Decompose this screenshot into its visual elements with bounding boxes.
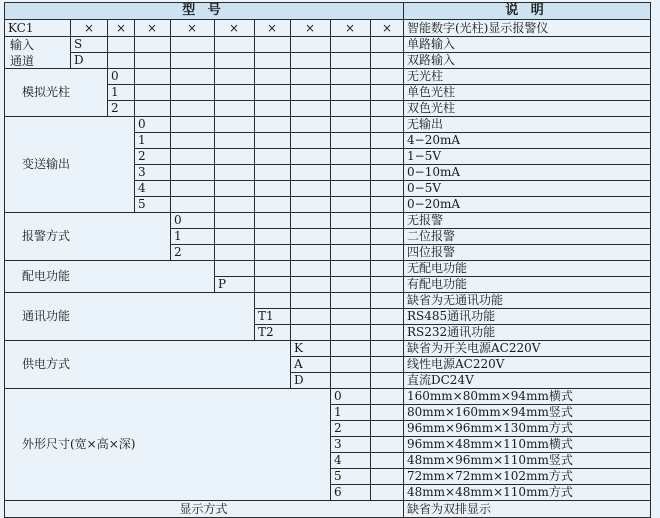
bargraph-option-code: 2 [111, 101, 119, 115]
alarm-code-left [170, 212, 171, 261]
size-group-rule [4, 500, 404, 501]
model-placeholder-x: × [228, 21, 240, 35]
input-option-code: S [74, 37, 83, 51]
comm-option-desc: 缺省为无通讯功能 [407, 293, 504, 307]
size-option-code: 5 [334, 469, 342, 483]
header-desc-title: 说 明 [505, 3, 548, 18]
bargraph-column-divider [330, 68, 331, 117]
transmit-option-code: 5 [138, 197, 146, 211]
bargraph-column-divider [370, 68, 371, 117]
transmit-option-desc: 0−20mA [407, 197, 461, 211]
size-option-code: 1 [334, 405, 342, 419]
bargraph-option-desc: 无光柱 [407, 69, 444, 83]
model-row-divider [290, 19, 291, 37]
bargraph-column-divider [170, 68, 171, 117]
model-description: 智能数字(光柱)显示报警仪 [407, 21, 549, 35]
bargraph-column-divider [214, 68, 215, 117]
bargraph-option-code: 0 [111, 69, 119, 83]
supply-code-right [330, 340, 331, 389]
input-option-desc: 单路输入 [407, 37, 456, 51]
alarm-option-code: 1 [174, 229, 182, 243]
bargraph-option-code: 1 [111, 85, 119, 99]
model-row-divider [214, 19, 215, 37]
comm-group-rule [4, 340, 404, 341]
comm-column-divider [370, 292, 371, 341]
comm-label: 通讯功能 [22, 309, 71, 323]
transmit-row-rule [134, 148, 404, 149]
supply-group-rule [4, 388, 404, 389]
transmit-option-code: 0 [138, 117, 146, 131]
supply-option-code: K [294, 341, 303, 355]
transmit-option-code: 1 [138, 133, 146, 147]
bargraph-column-divider [290, 68, 291, 117]
supply-row-rule [290, 372, 404, 373]
bargraph-code-left [107, 68, 108, 117]
size-option-desc: 96mm×96mm×130mm方式 [407, 421, 573, 435]
transmit-label: 变送输出 [22, 157, 71, 171]
model-row-divider [330, 19, 331, 37]
comm-option-desc: RS485通讯功能 [407, 309, 496, 323]
model-row-divider [254, 19, 255, 37]
transmit-row-rule [134, 164, 404, 165]
comm-column-divider [330, 292, 331, 341]
size-option-desc: 48mm×48mm×110mm方式 [407, 485, 573, 499]
transmit-option-code: 3 [138, 165, 146, 179]
bargraph-row-rule [107, 100, 404, 101]
comm-code-left [254, 292, 255, 341]
table-top-border [4, 2, 651, 3]
supply-label: 供电方式 [22, 357, 71, 371]
transmit-option-desc: 1−5V [407, 149, 441, 163]
model-row-rule [4, 36, 651, 37]
model-row-divider [70, 19, 71, 37]
power_dist-option-desc: 有配电功能 [407, 277, 468, 291]
size-option-code: 0 [334, 389, 342, 403]
size-option-code: 6 [334, 485, 342, 499]
model-placeholder-x: × [266, 21, 278, 35]
model-row-divider [170, 19, 171, 37]
model-placeholder-x: × [146, 21, 158, 35]
alarm-row-rule [170, 228, 404, 229]
input-group-rule [4, 68, 404, 69]
header-rule [4, 19, 651, 20]
transmit-option-desc: 无输出 [407, 117, 444, 131]
model-placeholder-x: × [304, 21, 316, 35]
transmit-option-code: 4 [138, 181, 146, 195]
alarm-column-divider [290, 212, 291, 261]
supply-option-code: A [294, 357, 303, 371]
alarm-option-code: 0 [174, 213, 182, 227]
bargraph-code-right [134, 68, 135, 117]
header-model-title: 型 号 [182, 3, 225, 18]
power_dist-row-rule [214, 276, 404, 277]
input-label: 输入 通道 [10, 38, 35, 68]
alarm-label: 报警方式 [22, 229, 71, 243]
power_dist-label: 配电功能 [22, 269, 71, 283]
model-placeholder-x: × [186, 21, 198, 35]
size-option-desc: 160mm×80mm×94mm横式 [407, 389, 573, 403]
size-option-desc: 72mm×72mm×102mm方式 [407, 469, 573, 483]
transmit-group-rule [4, 212, 404, 213]
comm-option-desc: RS232通讯功能 [407, 325, 496, 339]
display-mode-desc: 缺省为双排显示 [407, 502, 492, 516]
size-option-desc: 96mm×48mm×110mm横式 [407, 437, 573, 451]
supply-row-rule [290, 356, 404, 357]
transmit-option-desc: 0−5V [407, 181, 441, 195]
power_dist-option-desc: 无配电功能 [407, 261, 468, 275]
power_dist-option-code: P [218, 277, 227, 291]
comm-option-code: T2 [258, 325, 274, 339]
alarm-row-rule [170, 244, 404, 245]
comm-code-right [290, 292, 291, 341]
supply-column-divider [370, 340, 371, 389]
model-placeholder-x: × [115, 21, 127, 35]
input-option-code: D [74, 53, 84, 67]
transmit-option-code: 2 [138, 149, 146, 163]
desc-row-rule [403, 500, 651, 501]
size-option-code: 3 [334, 437, 342, 451]
transmit-row-rule [134, 180, 404, 181]
model-placeholder-x: × [381, 21, 393, 35]
supply-option-desc: 缺省为开关电源AC220V [407, 341, 541, 355]
comm-option-code: T1 [258, 309, 274, 323]
transmit-option-desc: 0−10mA [407, 165, 461, 179]
supply-option-desc: 线性电源AC220V [407, 357, 505, 371]
size-option-code: 2 [334, 421, 342, 435]
size-label: 外形尺寸(宽×高×深) [22, 437, 136, 451]
alarm-column-divider [254, 212, 255, 261]
model-code: KC1 [8, 21, 34, 35]
transmit-row-rule [134, 196, 404, 197]
supply-option-code: D [294, 373, 304, 387]
bargraph-option-desc: 双色光柱 [407, 101, 456, 115]
alarm-group-rule [4, 260, 404, 261]
input-option-desc: 双路输入 [407, 53, 456, 67]
power_dist-group-rule [4, 292, 404, 293]
comm-row-rule [254, 308, 404, 309]
bargraph-option-desc: 单色光柱 [407, 85, 456, 99]
bargraph-group-rule [4, 116, 404, 117]
bargraph-label: 模拟光柱 [22, 85, 71, 99]
bargraph-row-rule [107, 84, 404, 85]
bargraph-column-divider [254, 68, 255, 117]
model-row-divider [370, 19, 371, 37]
size-option-code: 4 [334, 453, 342, 467]
alarm-column-divider [370, 212, 371, 261]
alarm-option-desc: 无报警 [407, 213, 444, 227]
alarm-column-divider [330, 212, 331, 261]
model-placeholder-x: × [344, 21, 356, 35]
model-row-divider [134, 19, 135, 37]
size-option-desc: 48mm×96mm×110mm竖式 [407, 453, 573, 467]
supply-code-left [290, 340, 291, 389]
transmit-row-rule [134, 132, 404, 133]
size-option-desc: 80mm×160mm×94mm竖式 [407, 405, 573, 419]
alarm-option-code: 2 [174, 245, 182, 259]
comm-row-rule [254, 324, 404, 325]
model-row-divider [107, 19, 108, 37]
display-mode-label: 显示方式 [179, 502, 228, 516]
alarm-option-desc: 二位报警 [407, 229, 456, 243]
supply-option-desc: 直流DC24V [407, 373, 474, 387]
alarm-code-right [214, 212, 215, 261]
model-placeholder-x: × [83, 21, 95, 35]
alarm-option-desc: 四位报警 [407, 245, 456, 259]
input-row-rule [70, 52, 404, 53]
transmit-option-desc: 4−20mA [407, 133, 461, 147]
